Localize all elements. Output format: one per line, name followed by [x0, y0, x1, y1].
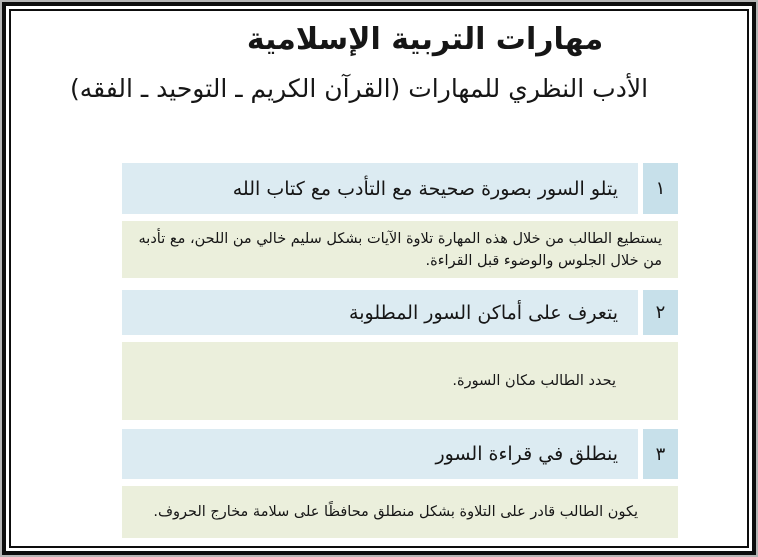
skills-table: [122, 163, 678, 538]
skill-number: ٣: [655, 443, 666, 465]
skill-row: [122, 290, 678, 420]
skill-heading: يتلو السور بصورة صحيحة مع التأدب مع كتاب الله: [232, 177, 618, 200]
skill-heading: ينطلق في قراءة السور: [435, 443, 618, 465]
skill-heading: يتعرف على أماكن السور المطلوبة: [349, 301, 618, 324]
document-page: [11, 11, 747, 546]
skill-header: [122, 290, 678, 335]
skill-heading-cell: [122, 290, 638, 335]
skill-number: ١: [655, 178, 666, 199]
page-subtitle: الأدب النظري للمهارات (القرآن الكريم ـ التوحيد ـ الفقه): [69, 74, 649, 103]
skill-header: [122, 429, 678, 479]
skill-heading-cell: [122, 163, 638, 214]
page-title: مهارات التربية الإسلامية: [246, 22, 604, 57]
skill-row: [122, 163, 678, 278]
skill-heading-cell: [122, 429, 638, 479]
skill-description: يكون الطالب قادر على التلاوة بشكل منطلق محافظًا على سلامة مخارج الحروف.: [122, 486, 678, 538]
skill-number-cell: [643, 163, 678, 214]
skill-number: ٢: [655, 302, 666, 323]
skill-description: يحدد الطالب مكان السورة.: [122, 342, 678, 420]
skill-number-cell: [643, 290, 678, 335]
skill-number-cell: [643, 429, 678, 479]
skill-description: يستطيع الطالب من خلال هذه المهارة تلاوة الآيات بشكل سليم خالي من اللحن، مع تأدبه من خلال الجلوس والوضوء قبل القراءة.: [122, 221, 678, 278]
skill-row: [122, 429, 678, 538]
skill-header: [122, 163, 678, 214]
